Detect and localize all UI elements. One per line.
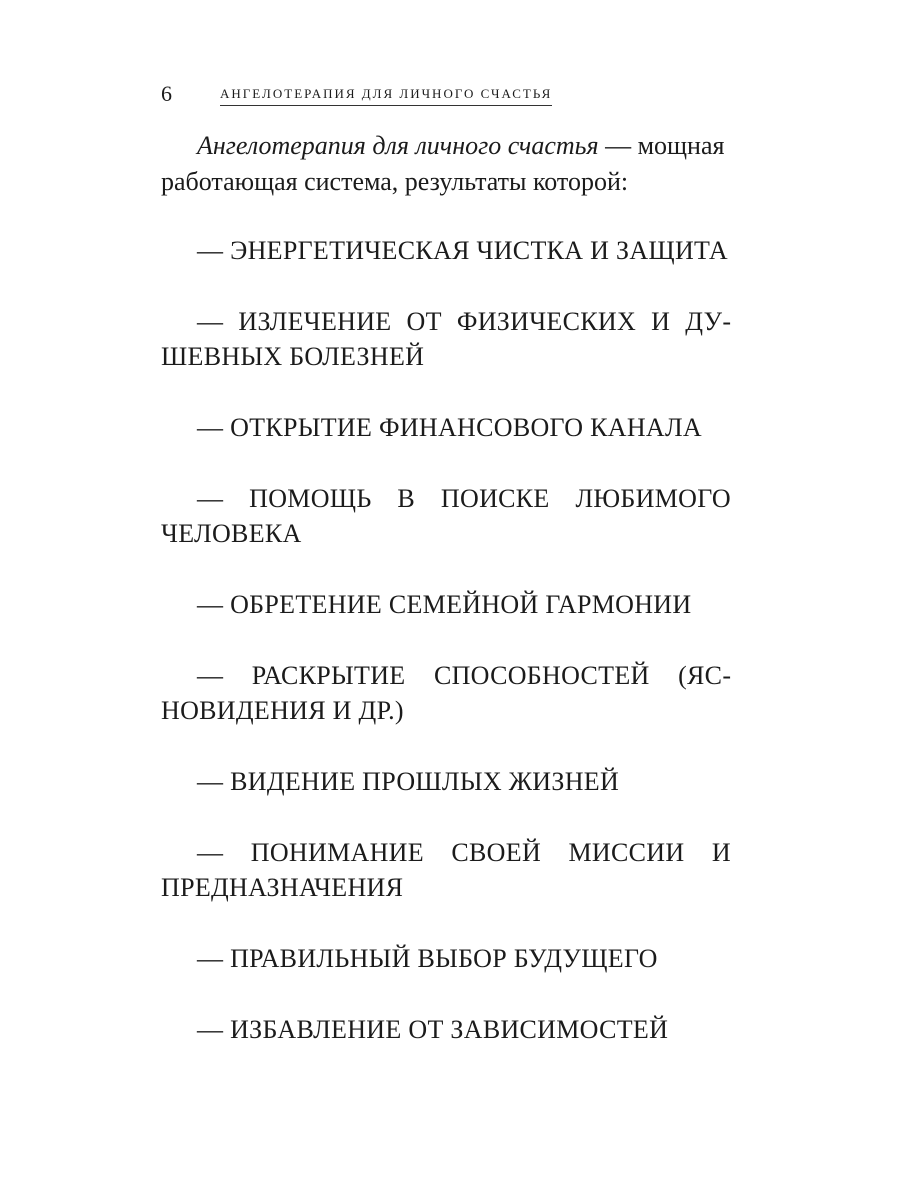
result-item: — ПОНИМАНИЕ СВОЕЙ МИССИИ И ПРЕДНАЗНАЧЕНИЯ: [161, 838, 731, 902]
result-item: — ПРАВИЛЬНЫЙ ВЫБОР БУДУЩЕГО: [197, 944, 658, 973]
result-item: — ВИДЕНИЕ ПРОШЛЫХ ЖИЗНЕЙ: [197, 767, 620, 796]
intro-paragraph: [161, 128, 731, 200]
running-title: АНГЕЛОТЕРАПИЯ ДЛЯ ЛИЧНОГО СЧАСТЬЯ: [220, 86, 552, 106]
result-item: — РАСКРЫТИЕ СПОСОБНОСТЕЙ (ЯСНОВИДЕНИЯ И ДР.): [161, 661, 731, 725]
page-number: 6: [161, 81, 172, 106]
result-item: — ИЗЛЕЧЕНИЕ ОТ ФИЗИЧЕСКИХ И ДУШЕВНЫХ БОЛЕЗНЕЙ: [161, 307, 731, 371]
result-item: — ПОМОЩЬ В ПОИСКЕ ЛЮБИМОГО ЧЕЛОВЕКА: [161, 484, 731, 548]
result-item: — ИЗБАВЛЕНИЕ ОТ ЗАВИСИМОСТЕЙ: [197, 1015, 669, 1044]
running-header: [161, 80, 736, 110]
book-title-italic: Ангелотерапия для личного счастья: [197, 131, 599, 160]
result-item: — ЭНЕРГЕТИЧЕСКАЯ ЧИСТКА И ЗАЩИТА: [197, 236, 728, 265]
result-item: — ОТКРЫТИЕ ФИНАНСОВОГО КАНАЛА: [197, 413, 702, 442]
intro-text: — мощная работающая система, результаты которой:: [161, 131, 725, 196]
results-list: [161, 233, 731, 1083]
result-item: — ОБРЕТЕНИЕ СЕМЕЙНОЙ ГАРМОНИИ: [197, 590, 692, 619]
